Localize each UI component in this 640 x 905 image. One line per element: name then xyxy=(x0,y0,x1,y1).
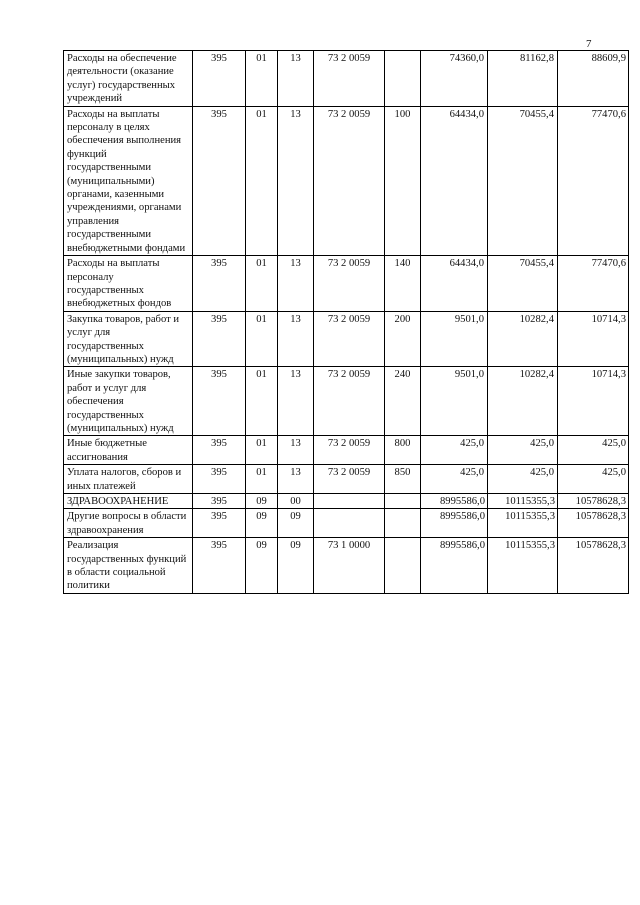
amount-year-2: 70455,4 xyxy=(488,106,558,255)
section-code: 01 xyxy=(246,436,278,465)
expense-name: Реализация государственных функций в области социальной политики xyxy=(64,538,193,594)
subsection-code: 13 xyxy=(278,311,314,367)
table-row xyxy=(64,538,629,594)
expense-type-code: 800 xyxy=(385,436,421,465)
amount-year-2: 81162,8 xyxy=(488,51,558,107)
amount-year-3: 425,0 xyxy=(558,465,629,494)
table-row xyxy=(64,311,629,367)
amount-year-1: 64434,0 xyxy=(421,106,488,255)
subsection-code: 13 xyxy=(278,367,314,436)
target-article-code: 73 2 0059 xyxy=(314,51,385,107)
grbs-code: 395 xyxy=(193,509,246,538)
amount-year-2: 10115355,3 xyxy=(488,494,558,509)
section-code: 01 xyxy=(246,367,278,436)
subsection-code: 13 xyxy=(278,256,314,312)
amount-year-1: 8995586,0 xyxy=(421,538,488,594)
amount-year-3: 10578628,3 xyxy=(558,509,629,538)
amount-year-1: 425,0 xyxy=(421,465,488,494)
amount-year-2: 10282,4 xyxy=(488,311,558,367)
grbs-code: 395 xyxy=(193,106,246,255)
grbs-code: 395 xyxy=(193,465,246,494)
target-article-code: 73 2 0059 xyxy=(314,106,385,255)
amount-year-1: 9501,0 xyxy=(421,311,488,367)
expense-type-code: 240 xyxy=(385,367,421,436)
section-code: 01 xyxy=(246,256,278,312)
amount-year-1: 64434,0 xyxy=(421,256,488,312)
amount-year-3: 77470,6 xyxy=(558,256,629,312)
expense-name: Другие вопросы в области здравоохранения xyxy=(64,509,193,538)
amount-year-1: 8995586,0 xyxy=(421,494,488,509)
expense-name: Иные закупки товаров, работ и услуг для обеспечения государственных (муниципальных) нужд xyxy=(64,367,193,436)
table-row xyxy=(64,51,629,107)
section-code: 01 xyxy=(246,106,278,255)
expense-type-code xyxy=(385,538,421,594)
section-code: 09 xyxy=(246,509,278,538)
expense-name: ЗДРАВООХРАНЕНИЕ xyxy=(64,494,193,509)
table-row xyxy=(64,436,629,465)
table-row xyxy=(64,509,629,538)
section-code: 09 xyxy=(246,538,278,594)
amount-year-3: 10714,3 xyxy=(558,311,629,367)
expense-name: Уплата налогов, сборов и иных платежей xyxy=(64,465,193,494)
expense-type-code xyxy=(385,51,421,107)
amount-year-1: 74360,0 xyxy=(421,51,488,107)
amount-year-2: 425,0 xyxy=(488,465,558,494)
table-row xyxy=(64,367,629,436)
grbs-code: 395 xyxy=(193,494,246,509)
target-article-code xyxy=(314,494,385,509)
target-article-code: 73 2 0059 xyxy=(314,436,385,465)
grbs-code: 395 xyxy=(193,51,246,107)
grbs-code: 395 xyxy=(193,311,246,367)
amount-year-3: 10714,3 xyxy=(558,367,629,436)
budget-table xyxy=(63,50,629,594)
amount-year-2: 425,0 xyxy=(488,436,558,465)
expense-type-code: 140 xyxy=(385,256,421,312)
amount-year-2: 10282,4 xyxy=(488,367,558,436)
grbs-code: 395 xyxy=(193,367,246,436)
amount-year-3: 10578628,3 xyxy=(558,494,629,509)
target-article-code: 73 2 0059 xyxy=(314,465,385,494)
table-row xyxy=(64,494,629,509)
amount-year-1: 425,0 xyxy=(421,436,488,465)
subsection-code: 13 xyxy=(278,436,314,465)
expense-name: Иные бюджетные ассигнования xyxy=(64,436,193,465)
subsection-code: 00 xyxy=(278,494,314,509)
table-row xyxy=(64,465,629,494)
table-row xyxy=(64,256,629,312)
grbs-code: 395 xyxy=(193,538,246,594)
expense-name: Расходы на выплаты персоналу в целях обеспечения выполнения функций государственными (муниципальными) органами, казенными учреждениями, органами управления государственными внебюджетными фондами xyxy=(64,106,193,255)
page-number: 7 xyxy=(586,38,592,50)
subsection-code: 09 xyxy=(278,509,314,538)
grbs-code: 395 xyxy=(193,436,246,465)
amount-year-2: 10115355,3 xyxy=(488,538,558,594)
section-code: 01 xyxy=(246,311,278,367)
subsection-code: 13 xyxy=(278,51,314,107)
expense-type-code xyxy=(385,509,421,538)
expense-name: Закупка товаров, работ и услуг для государственных (муниципальных) нужд xyxy=(64,311,193,367)
section-code: 09 xyxy=(246,494,278,509)
amount-year-1: 8995586,0 xyxy=(421,509,488,538)
target-article-code: 73 1 0000 xyxy=(314,538,385,594)
amount-year-1: 9501,0 xyxy=(421,367,488,436)
section-code: 01 xyxy=(246,51,278,107)
expense-name: Расходы на обеспечение деятельности (оказание услуг) государственных учреждений xyxy=(64,51,193,107)
target-article-code: 73 2 0059 xyxy=(314,256,385,312)
table-row xyxy=(64,106,629,255)
expense-type-code: 850 xyxy=(385,465,421,494)
expense-name: Расходы на выплаты персоналу государственных внебюджетных фондов xyxy=(64,256,193,312)
expense-type-code xyxy=(385,494,421,509)
target-article-code: 73 2 0059 xyxy=(314,311,385,367)
target-article-code: 73 2 0059 xyxy=(314,367,385,436)
subsection-code: 13 xyxy=(278,106,314,255)
amount-year-2: 10115355,3 xyxy=(488,509,558,538)
expense-type-code: 100 xyxy=(385,106,421,255)
target-article-code xyxy=(314,509,385,538)
grbs-code: 395 xyxy=(193,256,246,312)
section-code: 01 xyxy=(246,465,278,494)
subsection-code: 09 xyxy=(278,538,314,594)
amount-year-3: 77470,6 xyxy=(558,106,629,255)
amount-year-3: 10578628,3 xyxy=(558,538,629,594)
amount-year-3: 88609,9 xyxy=(558,51,629,107)
amount-year-2: 70455,4 xyxy=(488,256,558,312)
subsection-code: 13 xyxy=(278,465,314,494)
expense-type-code: 200 xyxy=(385,311,421,367)
amount-year-3: 425,0 xyxy=(558,436,629,465)
